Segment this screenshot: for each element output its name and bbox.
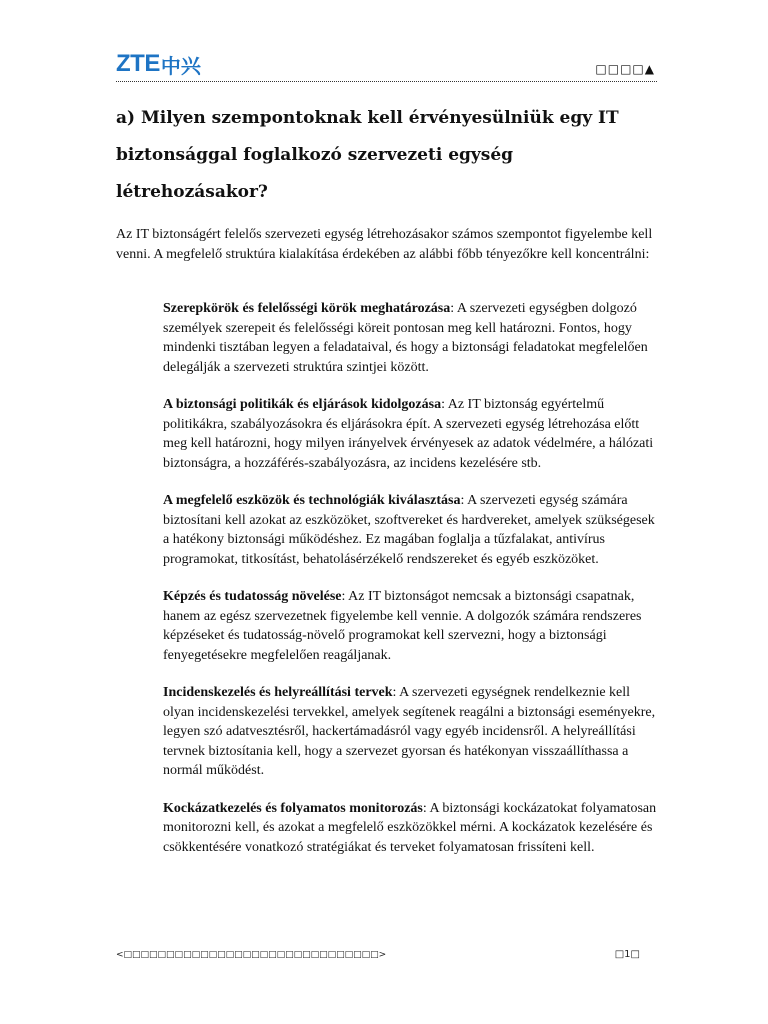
list-item <box>163 395 658 473</box>
header-right-text: □□□□▲ <box>595 62 655 76</box>
item-text: : Az IT biztonság egyértelmű politikákra, szabályozásokra és eljárásokra épít. A szervezeti egység létrehozása előtt meg kell határozni, hogy milyen irányelvek érvényesek az adatok védelmére, a hálózati biztonságra, a hozzáférés-szabályozásra, az incidens kezelésére stb. <box>163 397 654 471</box>
footer-document-name: <□□□□□□□□□□□□□□□□□□□□□□□□□□□□□□> <box>116 950 387 960</box>
list-item <box>163 491 658 569</box>
zte-logo <box>116 50 201 78</box>
logo-cjk-text: 中兴 <box>160 53 201 78</box>
list-item <box>163 587 658 665</box>
item-term: A megfelelő eszközök és technológiák kiválasztása <box>163 493 461 508</box>
document-title: a) Milyen szempontoknak kell érvényesülniük egy IT biztonsággal foglalkozó szervezeti egység létrehozásakor? <box>116 108 619 202</box>
item-term: Szerepkörök és felelősségi körök meghatározása <box>163 301 451 316</box>
item-term: Képzés és tudatosság növelése <box>163 589 342 604</box>
item-text: : A szervezeti egységnek rendelkeznie kell olyan incidenskezelési tervekkel, amelyek segítenek reagálni a biztonsági eseményekre, legyen szó adatvesztésről, hackertámadásról vagy egyéb incidensről. A helyreállítási tervnek biztosítania kell, hogy a szervezet gyorsan és hatékonyan visszaállíthassa a normál működést. <box>163 685 656 778</box>
list-item <box>163 683 658 781</box>
item-term: Incidenskezelés és helyreállítási tervek <box>163 685 393 700</box>
footer-page-number: □1□ <box>614 949 640 960</box>
list-item <box>163 799 658 858</box>
item-term: A biztonsági politikák és eljárások kidolgozása <box>163 397 442 412</box>
factor-list <box>163 299 658 875</box>
item-term: Kockázatkezelés és folyamatos monitorozás <box>163 800 423 816</box>
item-text: : A szervezeti egység számára biztosítani kell azokat az eszközöket, szoftvereket és hardvereket, amelyek szükségesek a hatékony biztonsági működéshez. Ez magában foglalja a tűzfalakat, antivírus programokat, titkosítást, behatolásérzékelő rendszereket és egyéb eszközöket. <box>163 493 655 567</box>
item-text: : Az IT biztonságot nemcsak a biztonsági csapatnak, hanem az egész szervezetnek figyelembe kell vennie. A dolgozók számára rendszeres képzéseket és tudatosság-növelő programokat kell szervezni, hogy a biztonsági fenyegetésekre megfelelően reagáljanak. <box>163 589 642 663</box>
logo-latin-text: ZTE <box>116 50 160 77</box>
list-item <box>163 299 658 377</box>
page-header <box>116 50 657 82</box>
item-text: : A biztonsági kockázatokat folyamatosan monitorozni kell, és azokat a megfelelő eszközökkel mérni. A kockázatok kezelésére és csökkentésére vonatkozó stratégiákat és terveket folyamatosan frissíteni kell. <box>163 800 657 855</box>
item-text: : A szervezeti egységben dolgozó személyek szerepeit és felelősségi köreit pontosan meg kell határozni. Fontos, hogy mindenki tisztában legyen a feladataival, és hogy a biztonsági feladatokat megfelelően delegálják a szervezeti struktúra szintjei között. <box>163 301 648 375</box>
intro-paragraph: Az IT biztonságért felelős szervezeti egység létrehozásakor számos szempontot figyelembe kell venni. A megfelelő struktúra kialakítása érdekében az alábbi főbb tényezőkre kell koncentrálni: <box>116 227 653 262</box>
